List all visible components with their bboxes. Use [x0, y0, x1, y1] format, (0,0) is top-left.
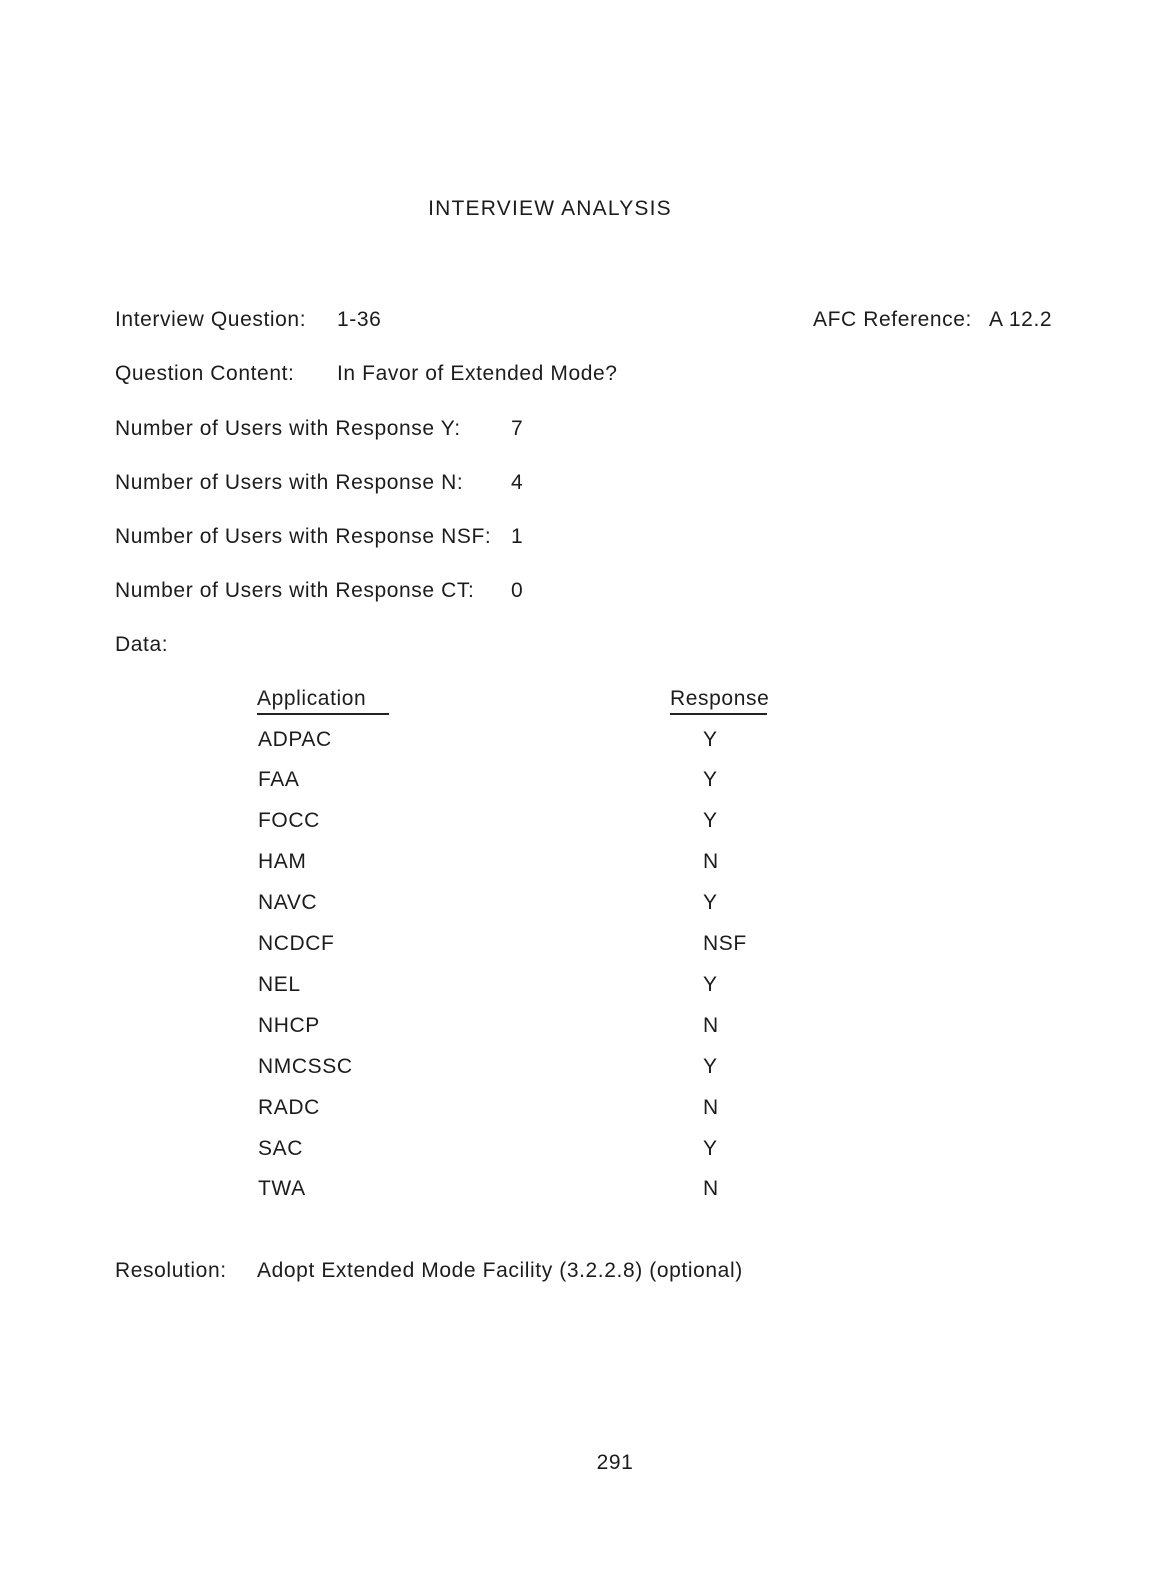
table-row-application: NAVC	[258, 891, 318, 914]
table-row-application: NHCP	[258, 1014, 320, 1037]
table-row-response: N	[703, 1014, 719, 1037]
table-row-response: Y	[703, 809, 718, 832]
interview-question-value: 1-36	[337, 308, 382, 331]
question-content-value: In Favor of Extended Mode?	[337, 362, 618, 385]
table-row-application: HAM	[258, 850, 307, 873]
count-y-value: 7	[511, 417, 524, 440]
page-title: INTERVIEW ANALYSIS	[428, 197, 672, 220]
count-n-label: Number of Users with Response N:	[115, 471, 464, 494]
table-row-response: NSF	[703, 932, 747, 955]
page-number: 291	[596, 1451, 634, 1474]
count-n-value: 4	[511, 471, 524, 494]
question-content-label: Question Content:	[115, 362, 295, 385]
count-nsf-value: 1	[511, 525, 524, 548]
table-row-response: N	[703, 850, 719, 873]
table-row-application: RADC	[258, 1096, 320, 1119]
data-label: Data:	[115, 633, 169, 656]
table-row-response: Y	[703, 728, 718, 751]
table-row-response: Y	[703, 1055, 718, 1078]
afc-reference-label: AFC Reference:	[813, 308, 972, 331]
count-ct-label: Number of Users with Response CT:	[115, 579, 475, 602]
table-row-application: NCDCF	[258, 932, 335, 955]
table-row-application: ADPAC	[258, 728, 332, 751]
table-row-response: Y	[703, 891, 718, 914]
count-nsf-label: Number of Users with Response NSF:	[115, 525, 492, 548]
count-y-label: Number of Users with Response Y:	[115, 417, 461, 440]
interview-question-label: Interview Question:	[115, 308, 307, 331]
table-row-application: NMCSSC	[258, 1055, 353, 1078]
count-ct-value: 0	[511, 579, 524, 602]
application-column-header: Application	[257, 687, 389, 715]
table-row-application: FOCC	[258, 809, 320, 832]
resolution-value: Adopt Extended Mode Facility (3.2.2.8) (optional)	[257, 1259, 743, 1282]
table-row-response: N	[703, 1177, 719, 1200]
resolution-label: Resolution:	[115, 1259, 227, 1282]
table-row-response: Y	[703, 1137, 718, 1160]
table-row-response: Y	[703, 973, 718, 996]
afc-reference-value: A 12.2	[989, 308, 1053, 331]
response-column-header: Response	[670, 687, 767, 715]
table-row-response: N	[703, 1096, 719, 1119]
table-row-application: TWA	[258, 1177, 306, 1200]
table-row-response: Y	[703, 768, 718, 791]
table-row-application: NEL	[258, 973, 301, 996]
table-row-application: FAA	[258, 768, 300, 791]
table-row-application: SAC	[258, 1137, 303, 1160]
